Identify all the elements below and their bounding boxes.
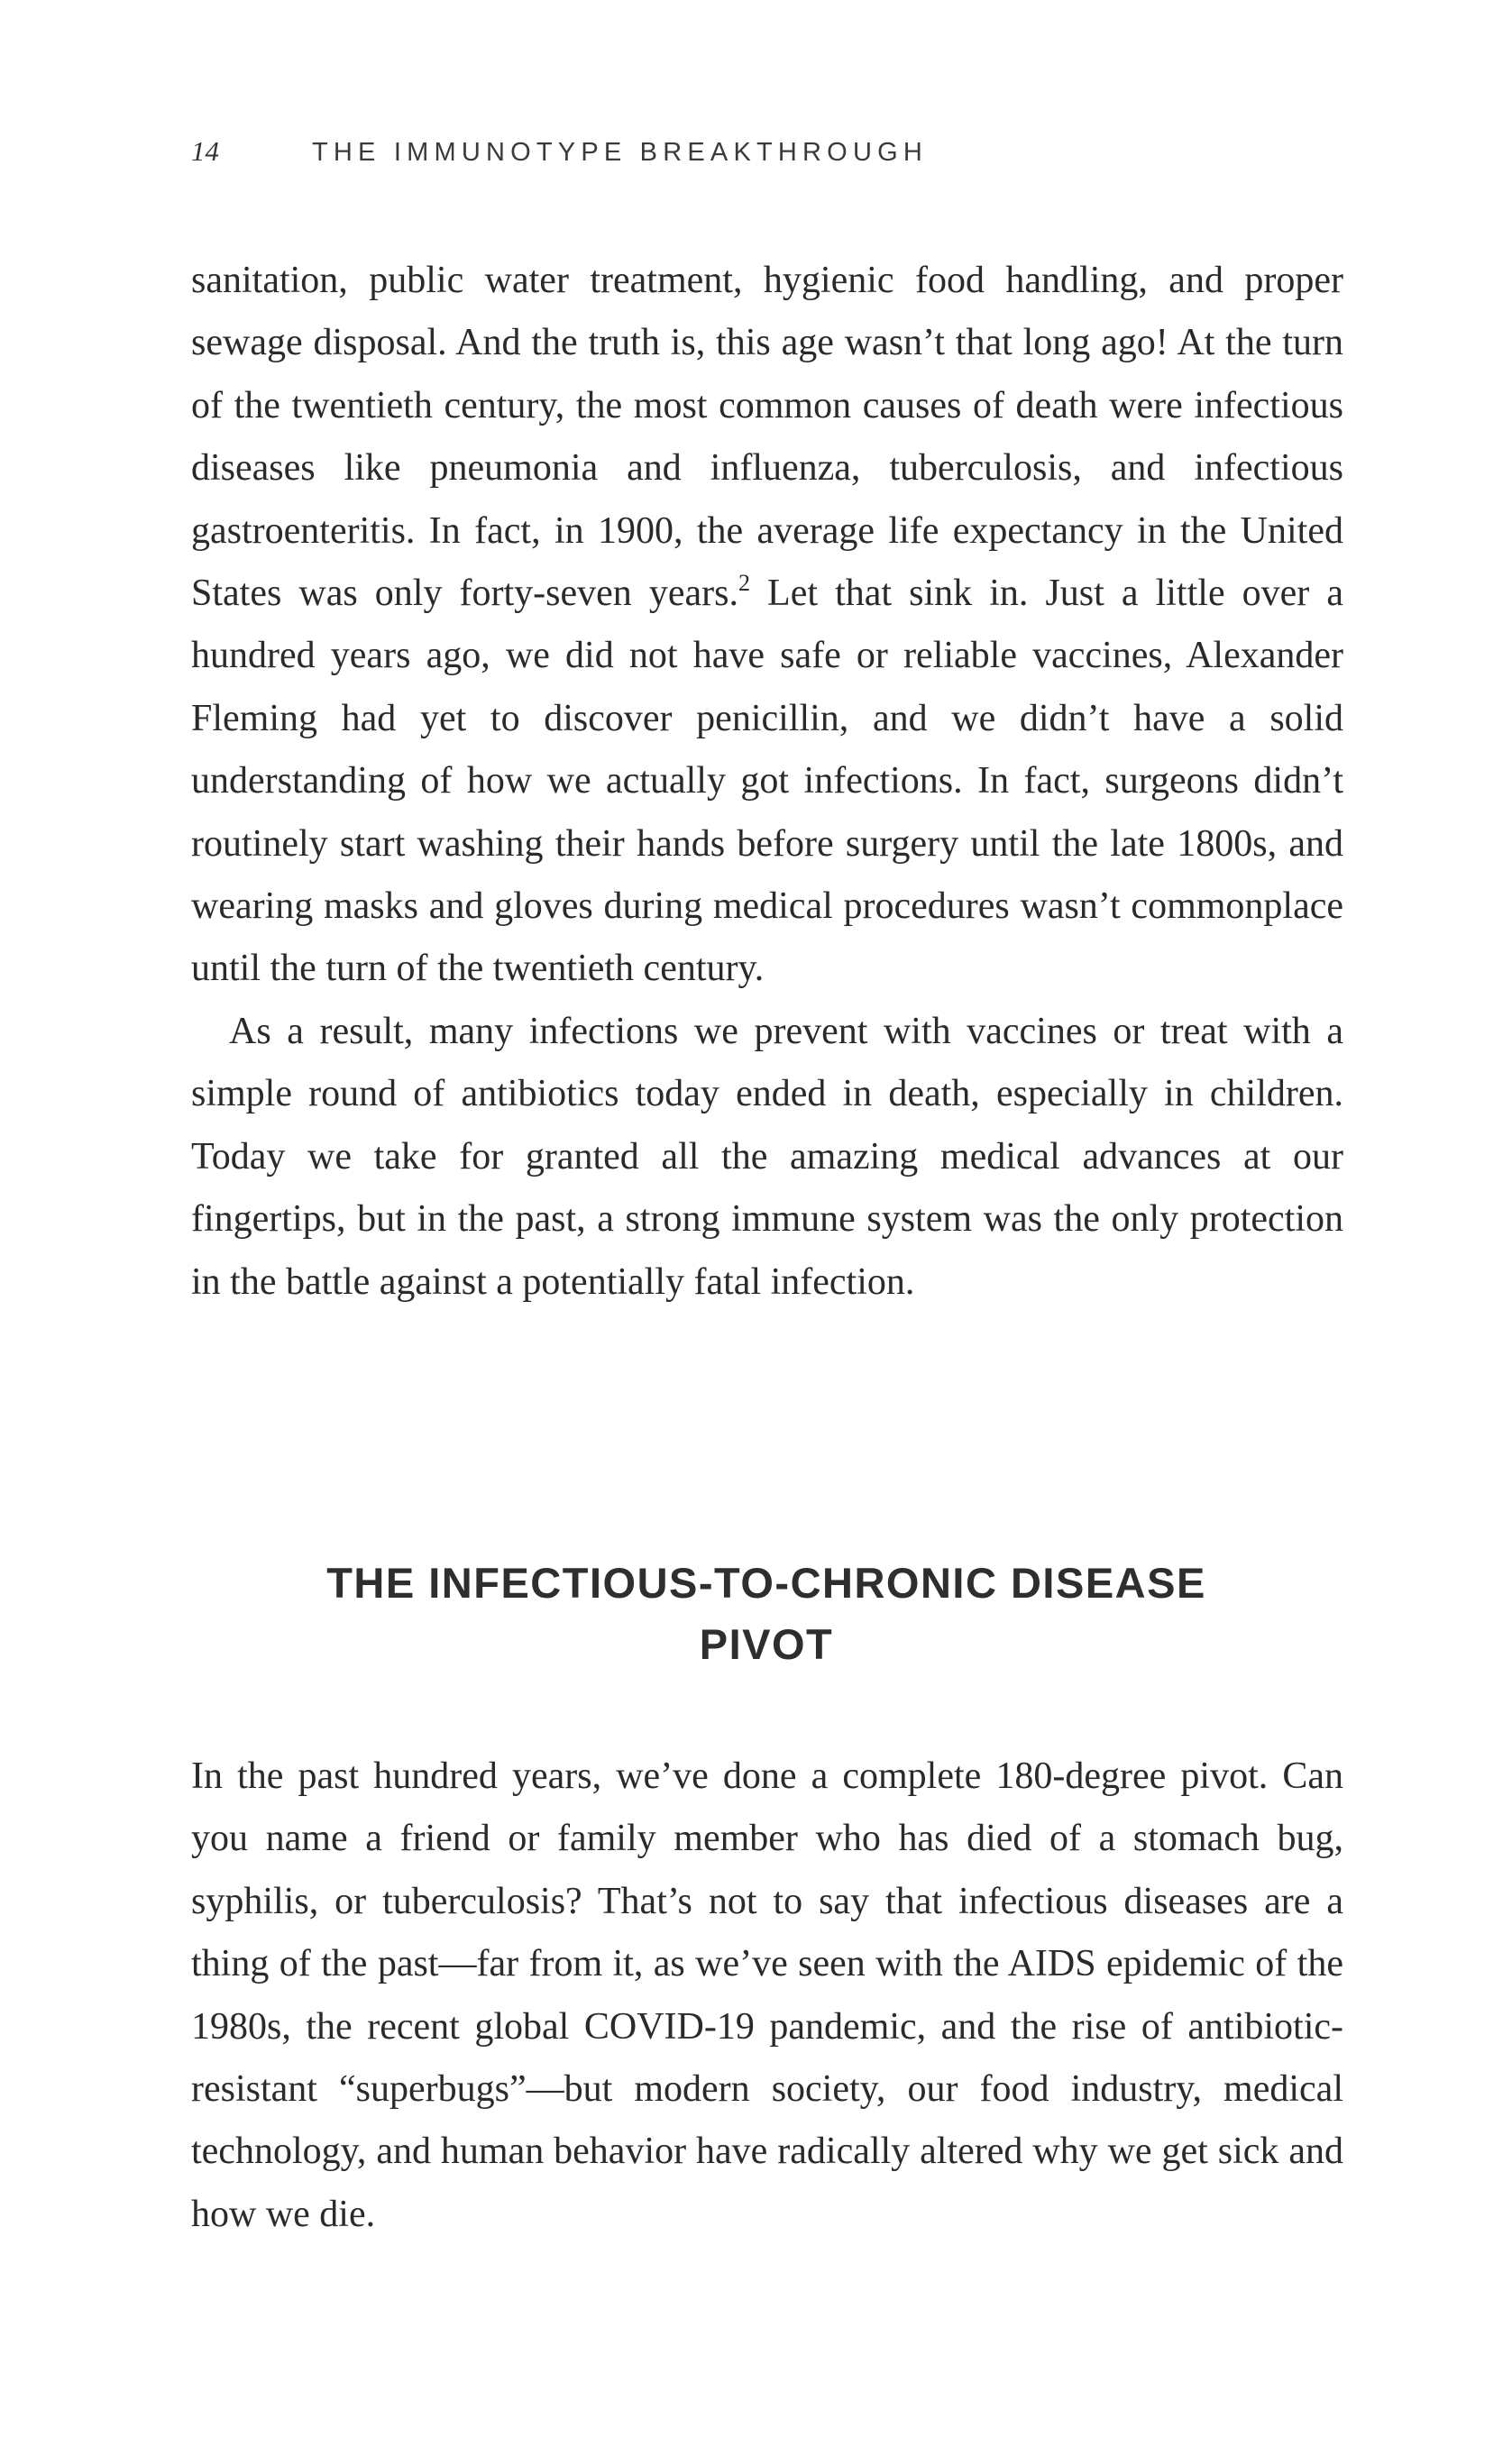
section-paragraph: In the past hundred years, we’ve done a complete 180-degree pivot. Can you name a friend or family member who has died of a stomach bug, syphilis, or tuberculosis? That’s not to say that infectious diseases are a thing of the past—far from it, as we’ve seen with the AIDS epidemic of the 1980s, the recent global COVID-19 pandemic, and the rise of antibiotic-resistant “superbugs”—but modern society, our food industry, medical technology, and human behavior have radically altered why we get sick and how we die.	[191, 1755, 1343, 2235]
body-text-top	[191, 250, 1343, 1314]
section-heading-line-2: PIVOT	[699, 1620, 834, 1668]
paragraph-1	[191, 250, 1343, 1001]
running-head	[191, 135, 928, 171]
page-number: 14	[191, 135, 219, 167]
body-text-section	[191, 1746, 1343, 2246]
paragraph-1-part-1: sanitation, public water treatment, hygienic food handling, and proper sewage disposal. And the truth is, this age wasn’t that long ago! At the turn of the twentieth century, the most common causes of death were infectious diseases like pneumonia and influenza, tuberculosis, and infectious gastroenteritis. In fact, in 1900, the average life expectancy in the United States was only forty-seven years.	[191, 260, 1343, 615]
section-heading-line-1: THE INFECTIOUS-TO-CHRONIC DISEASE	[326, 1559, 1206, 1607]
footnote-marker: 2	[738, 570, 750, 597]
paragraph-2: As a result, many infections we prevent with vaccines or treat with a simple round of antibiotics today ended in death, especially in children. Today we take for granted all the amazing medical advances at our fingertips, but in the past, a strong immune system was the only protection in the battle against a potentially fatal infection.	[191, 1010, 1343, 1303]
paragraph-1-part-2: Let that sink in. Just a little over a hundred years ago, we did not have safe or reliable vaccines, Alexander Fleming had yet to discover penicillin, and we didn’t have a solid understanding of how we actually got infections. In fact, surgeons didn’t routinely start washing their hands before surgery until the late 1800s, and wearing masks and gloves during medical procedures wasn’t commonplace until the turn of the twentieth century.	[191, 573, 1343, 990]
book-title: THE IMMUNOTYPE BREAKTHROUGH	[312, 138, 928, 167]
section-heading	[270, 1553, 1262, 1675]
